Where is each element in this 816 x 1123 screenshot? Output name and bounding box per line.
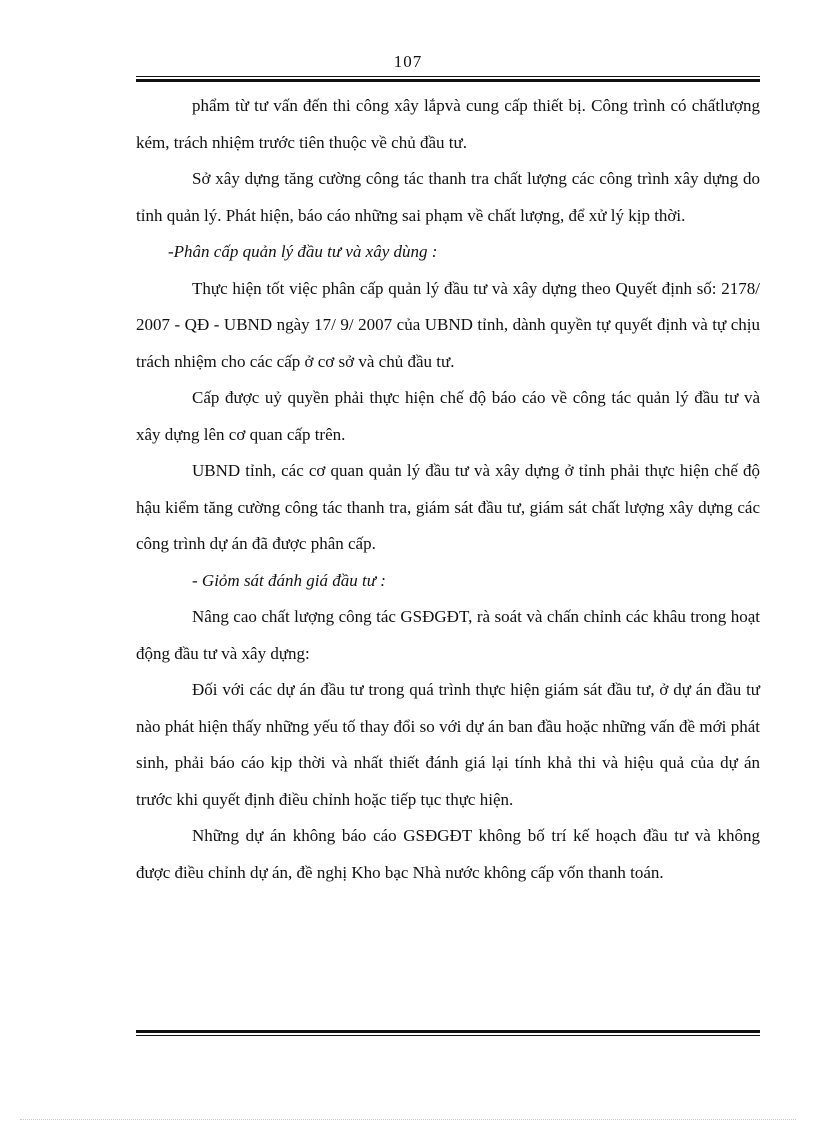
paragraph: phẩm từ tư vấn đến thi công xây lắpvà cung cấp thiết bị. Công trình có chấtlượng kém, trách nhiệm trước tiên thuộc về chủ đầu tư. xyxy=(136,96,760,152)
section-heading: - Giỏm sát đánh giá đầu tư : xyxy=(192,570,386,590)
paragraph: Thực hiện tốt việc phân cấp quản lý đầu tư và xây dựng theo Quyết định số: 2178/ 2007 - QĐ - UBND ngày 17/ 9/ 2007 của UBND tỉnh, dành quyền tự quyết định và tự chịu trách nhiệm cho các cấp ở cơ sở và chủ đầu tư. xyxy=(136,278,760,371)
footer-rule xyxy=(136,1030,760,1036)
document-body xyxy=(136,88,760,891)
paragraph: Những dự án không báo cáo GSĐGĐT không bố trí kế hoạch đầu tư và không được điều chỉnh dự án, đề nghị Kho bạc Nhà nước không cấp vốn thanh toán. xyxy=(136,826,760,882)
paragraph: Sở xây dựng tăng cường công tác thanh tra chất lượng các công trình xây dựng do tỉnh quản lý. Phát hiện, báo cáo những sai phạm về chất lượng, để xử lý kịp thời. xyxy=(136,169,760,225)
page-number: 107 xyxy=(393,52,423,71)
paragraph: Nâng cao chất lượng công tác GSĐGĐT, rà soát và chấn chỉnh các khâu trong hoạt động đầu tư và xây dựng: xyxy=(136,607,760,663)
section-heading: -Phân cấp quản lý đầu tư và xây dùng : xyxy=(168,242,438,261)
paragraph: UBND tỉnh, các cơ quan quản lý đầu tư và xây dựng ở tỉnh phải thực hiện chế độ hậu kiểm tăng cường công tác thanh tra, giám sát đầu tư, giám sát chất lượng xây dựng các công trình dự án đã được phân cấp. xyxy=(136,461,760,553)
paragraph: Cấp được uỷ quyền phải thực hiện chế độ báo cáo về công tác quản lý đầu tư và xây dựng lên cơ quan cấp trên. xyxy=(136,388,760,444)
header-rule xyxy=(136,76,760,82)
page-edge-divider xyxy=(20,1119,796,1120)
paragraph: Đối với các dự án đầu tư trong quá trình thực hiện giám sát đầu tư, ở dự án đầu tư nào phát hiện thấy những yếu tố thay đổi so với dự án ban đầu hoặc những vấn đề mới phát sinh, phải báo cáo kịp thời và nhất thiết đánh giá lại tính khả thi và hiệu quả của dự án trước khi quyết định điều chỉnh hoặc tiếp tục thực hiện. xyxy=(136,680,760,809)
